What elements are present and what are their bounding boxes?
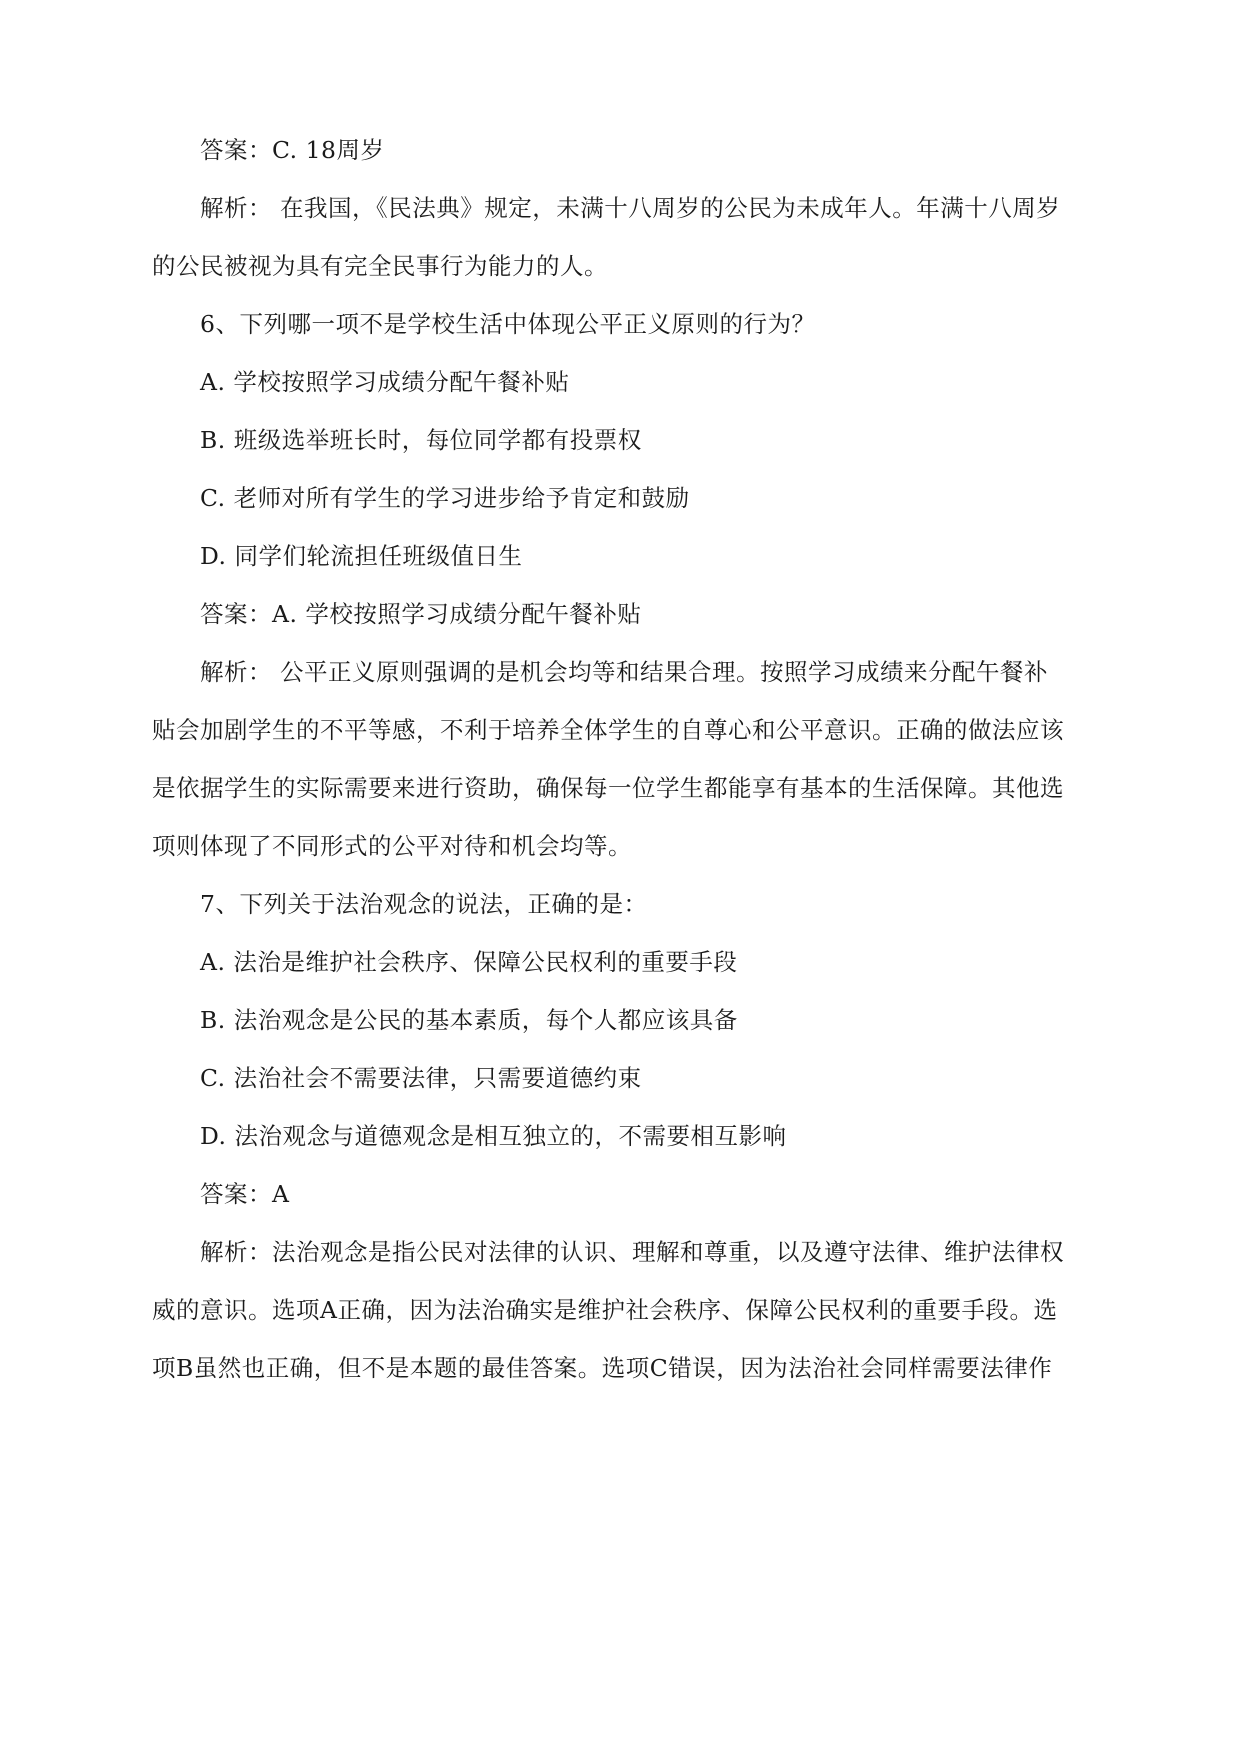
explanation-line: 项则体现了不同形式的公平对待和机会均等。 — [152, 832, 632, 860]
explanation-line: 威的意识。选项A正确，因为法治确实是维护社会秩序、保障公民权利的重要手段。选 — [152, 1296, 1058, 1324]
option-line: A. 学校按照学习成绩分配午餐补贴 — [200, 368, 570, 396]
question-line: 7、下列关于法治观念的说法，正确的是： — [200, 890, 648, 918]
option-line: D. 同学们轮流担任班级值日生 — [200, 542, 523, 570]
explanation-line: 的公民被视为具有完全民事行为能力的人。 — [152, 252, 608, 280]
explanation-line: 项B虽然也正确，但不是本题的最佳答案。选项C错误，因为法治社会同样需要法律作 — [152, 1354, 1053, 1382]
option-line: C. 法治社会不需要法律，只需要道德约束 — [200, 1064, 642, 1092]
explanation-line: 贴会加剧学生的不平等感，不利于培养全体学生的自尊心和公平意识。正确的做法应该 — [152, 716, 1064, 744]
answer-line: 答案：A — [200, 1180, 290, 1208]
explanation-line: 解析： 公平正义原则强调的是机会均等和结果合理。按照学习成绩来分配午餐补 — [200, 658, 1048, 686]
option-line: B. 班级选举班长时，每位同学都有投票权 — [200, 426, 642, 454]
option-line: B. 法治观念是公民的基本素质，每个人都应该具备 — [200, 1006, 738, 1034]
explanation-line: 解析：法治观念是指公民对法律的认识、理解和尊重，以及遵守法律、维护法律权 — [200, 1238, 1064, 1266]
explanation-line: 是依据学生的实际需要来进行资助，确保每一位学生都能享有基本的生活保障。其他选 — [152, 774, 1064, 802]
answer-line: 答案：C. 18周岁 — [200, 136, 385, 164]
option-line: A. 法治是维护社会秩序、保障公民权利的重要手段 — [200, 948, 738, 976]
explanation-line: 解析： 在我国，《民法典》规定，未满十八周岁的公民为未成年人。年满十八周岁 — [200, 194, 1061, 222]
option-line: D. 法治观念与道德观念是相互独立的，不需要相互影响 — [200, 1122, 787, 1150]
option-line: C. 老师对所有学生的学习进步给予肯定和鼓励 — [200, 484, 690, 512]
question-line: 6、下列哪一项不是学校生活中体现公平正义原则的行为？ — [200, 310, 816, 338]
answer-line: 答案：A. 学校按照学习成绩分配午餐补贴 — [200, 600, 642, 628]
